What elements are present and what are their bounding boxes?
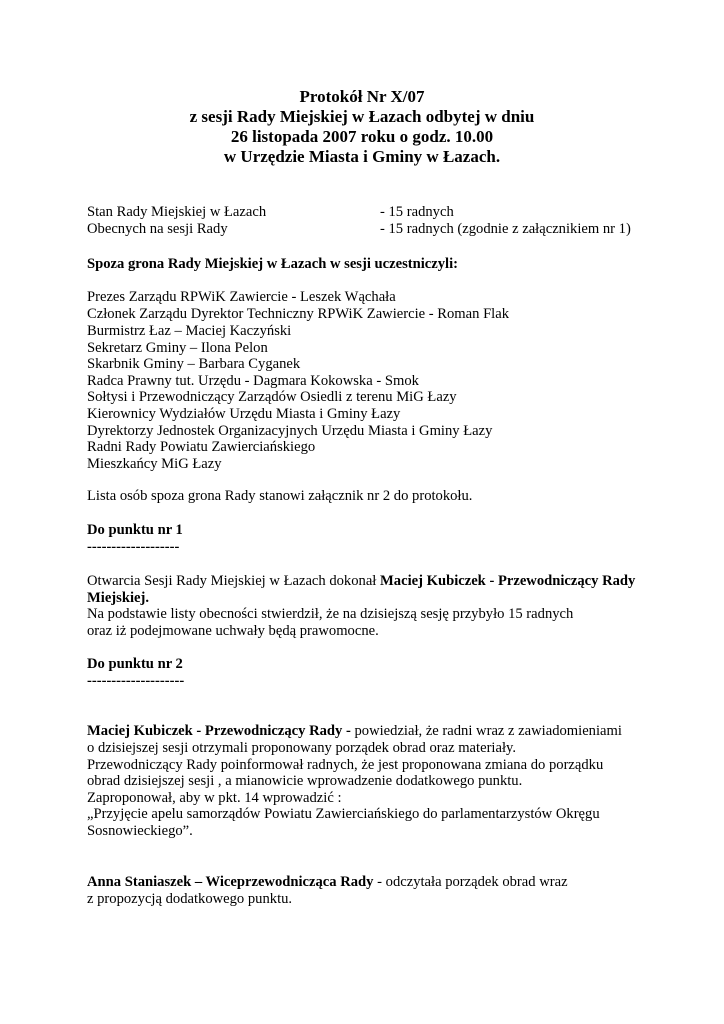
participant-list-item: Radca Prawny tut. Urzędu - Dagmara Kokowska - Smok bbox=[87, 373, 419, 389]
chairman-statement-line4: obrad dzisiejszej sesji , a mianowicie wprowadzenie dodatkowego punktu. bbox=[87, 773, 523, 789]
obecnych-value: - 15 radnych (zgodnie z załącznikiem nr 1) bbox=[380, 221, 631, 237]
protocol-subtitle-session: z sesji Rady Miejskiej w Łazach odbytej w dniu bbox=[189, 107, 535, 126]
chairman-statement-text: powiedział, że radni wraz z zawiadomieniami bbox=[350, 723, 622, 739]
participant-list-item: Członek Zarządu Dyrektor Techniczny RPWiK Zawiercie - Roman Flak bbox=[87, 306, 510, 322]
lista-osob-note: Lista osób spoza grona Rady stanowi załącznik nr 2 do protokołu. bbox=[87, 488, 473, 504]
punkt-2-heading: Do punktu nr 2 bbox=[87, 656, 183, 672]
protocol-subtitle-place: w Urzędzie Miasta i Gminy w Łazach. bbox=[223, 147, 501, 166]
participant-list-item: Mieszkańcy MiG Łazy bbox=[87, 456, 222, 472]
participant-list-item: Kierownicy Wydziałów Urzędu Miasta i Gminy Łazy bbox=[87, 406, 401, 422]
chairman-title-continued: Miejskiej. bbox=[87, 590, 150, 606]
stan-rady-value: - 15 radnych bbox=[380, 204, 454, 220]
chairman-statement-line6: „Przyjęcie apelu samorządów Powiatu Zawierciańskiego do parlamentarzystów Okręgu bbox=[87, 806, 600, 822]
chairman-statement-line1 bbox=[87, 723, 622, 740]
participant-list-item: Skarbnik Gminy – Barbara Cyganek bbox=[87, 356, 301, 372]
participant-list-item: Sekretarz Gminy – Ilona Pelon bbox=[87, 340, 268, 356]
punkt-1-opening-paragraph bbox=[87, 573, 635, 590]
attendance-statement-line1: Na podstawie listy obecności stwierdził, że na dzisiejszą sesję przybyło 15 radnych bbox=[87, 606, 574, 622]
participant-list-item: Prezes Zarządu RPWiK Zawiercie - Leszek Wąchała bbox=[87, 289, 396, 305]
participant-list-item: Sołtysi i Przewodniczący Zarządów Osiedli z terenu MiG Łazy bbox=[87, 389, 457, 405]
chairman-name: Maciej Kubiczek - Przewodniczący Rady bbox=[380, 573, 636, 589]
obecnych-label: Obecnych na sesji Rady bbox=[87, 221, 228, 237]
stan-rady-label: Stan Rady Miejskiej w Łazach bbox=[87, 204, 267, 220]
vice-chair-statement-text: - odczytała porządek obrad wraz bbox=[373, 874, 568, 890]
protocol-subtitle-date: 26 listopada 2007 roku o godz. 10.00 bbox=[230, 127, 494, 146]
protocol-title: Protokół Nr X/07 bbox=[299, 87, 425, 106]
chairman-statement-line5: Zaproponował, aby w pkt. 14 wprowadzić : bbox=[87, 790, 342, 806]
punkt-2-rule: -------------------- bbox=[87, 673, 185, 689]
chairman-statement-line2: o dzisiejszej sesji otrzymali proponowany porządek obrad oraz materiały. bbox=[87, 740, 517, 756]
opening-text: Otwarcia Sesji Rady Miejskiej w Łazach dokonał bbox=[87, 573, 381, 589]
chairman-statement-line7: Sosnowieckiego”. bbox=[87, 823, 193, 839]
participant-list-item: Burmistrz Łaz – Maciej Kaczyński bbox=[87, 323, 292, 339]
vice-chair-statement-line2: z propozycją dodatkowego punktu. bbox=[87, 891, 293, 907]
punkt-1-heading: Do punktu nr 1 bbox=[87, 522, 183, 538]
participant-list-item: Dyrektorzy Jednostek Organizacyjnych Urzędu Miasta i Gminy Łazy bbox=[87, 423, 493, 439]
chairman-statement-line3: Przewodniczący Rady poinformował radnych, że jest proponowana zmiana do porządku bbox=[87, 757, 604, 773]
spoza-grona-heading: Spoza grona Rady Miejskiej w Łazach w sesji uczestniczyli: bbox=[87, 256, 459, 272]
punkt-1-rule: ------------------- bbox=[87, 539, 180, 555]
vice-chair-statement-line1 bbox=[87, 874, 568, 891]
vice-chair-speaker: Anna Staniaszek – Wiceprzewodnicząca Rady bbox=[87, 874, 374, 890]
participant-list-item: Radni Rady Powiatu Zawierciańskiego bbox=[87, 439, 316, 455]
chairman-speaker: Maciej Kubiczek - Przewodniczący Rady - bbox=[87, 723, 351, 739]
attendance-statement-line2: oraz iż podejmowane uchwały będą prawomocne. bbox=[87, 623, 379, 639]
